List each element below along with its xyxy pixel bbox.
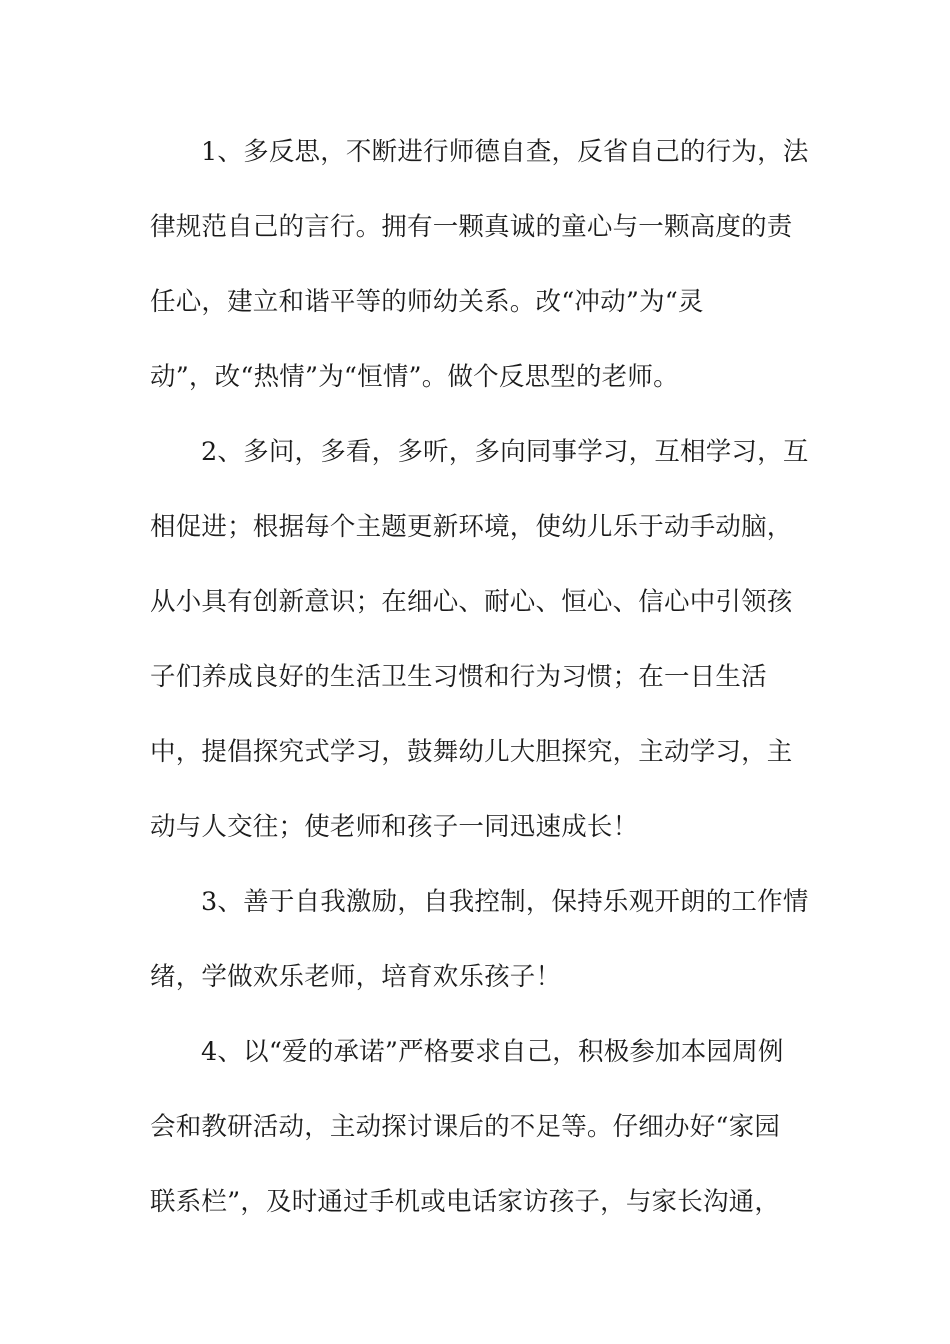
paragraph-1-line-2: 律规范自己的言行。拥有一颗真诚的童心与一颗高度的责 [150,212,793,242]
paragraph-2-line-1: 2、多问，多看，多听，多向同事学习，互相学习，互 [201,437,809,467]
paragraph-4-line-3: 联系栏”，及时通过手机或电话家访孩子，与家长沟通， [150,1187,781,1217]
paragraph-3-line-2: 绪，学做欢乐老师，培育欢乐孩子！ [150,962,562,992]
paragraph-1-line-4: 动”，改“热情”为“恒情”。做个反思型的老师。 [150,362,679,392]
paragraph-2-line-6: 动与人交往；使老师和孩子一同迅速成长！ [150,812,639,842]
paragraph-1-line-1: 1、多反思，不断进行师德自查，反省自己的行为，法 [201,137,809,167]
paragraph-2-line-4: 子们养成良好的生活卫生习惯和行为习惯；在一日生活 [150,662,767,692]
paragraph-4-line-2: 会和教研活动，主动探讨课后的不足等。仔细办好“家园 [150,1112,781,1142]
paragraph-4-line-1: 4、以“爱的承诺”严格要求自己，积极参加本园周例 [201,1037,784,1067]
paragraph-2-line-3: 从小具有创新意识；在细心、耐心、恒心、信心中引领孩 [150,587,793,617]
paragraph-2-line-5: 中，提倡探究式学习，鼓舞幼儿大胆探究，主动学习，主 [150,737,793,767]
paragraph-2-line-2: 相促进；根据每个主题更新环境，使幼儿乐于动手动脑， [150,512,793,542]
paragraph-3-line-1: 3、善于自我激励，自我控制，保持乐观开朗的工作情 [201,887,809,917]
paragraph-1-line-3: 任心，建立和谐平等的师幼关系。改“冲动”为“灵 [150,287,704,317]
